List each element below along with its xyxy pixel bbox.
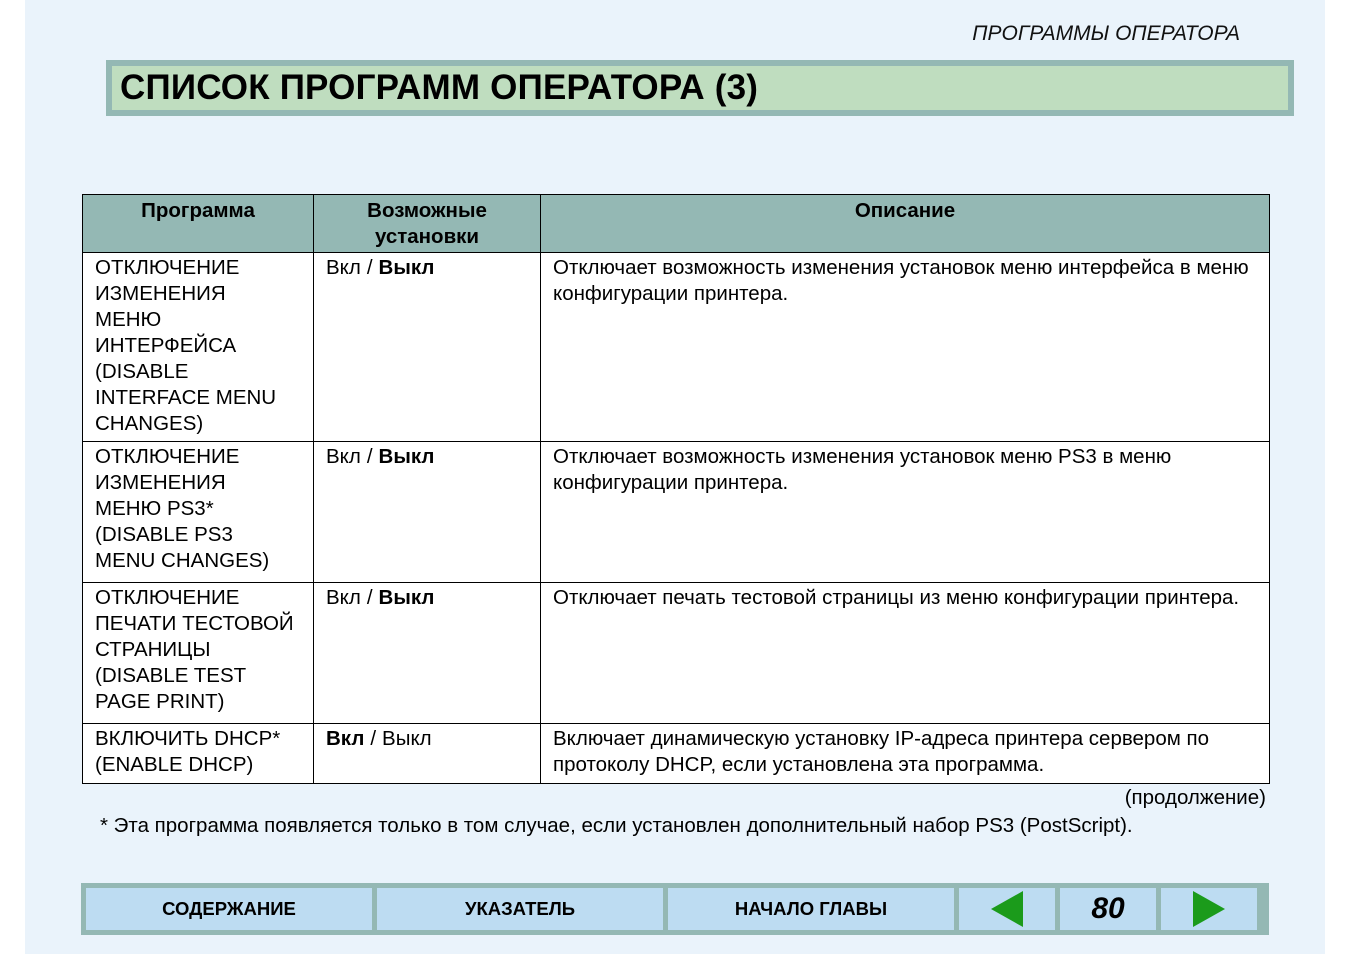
description-cell: Включает динамическую установку IP-адреса принтера сервером по протоколу DHCP, если установлена эта программа. [541,724,1270,784]
setting-off: Выкл [382,727,432,750]
description-cell: Отключает печать тестовой страницы из меню конфигурации принтера. [541,583,1270,724]
setting-separator: / [366,445,373,468]
table-row [83,724,1270,784]
title-band [106,60,1294,116]
table-row [83,442,1270,583]
program-name: ВКЛЮЧИТЬ DHCP* (ENABLE DHCP) [83,724,314,784]
column-header-program: Программа [83,195,314,253]
settings-cell [314,583,541,724]
arrow-right-icon [1193,891,1225,927]
setting-on: Вкл [326,586,361,609]
setting-separator: / [370,727,377,750]
index-button[interactable]: УКАЗАТЕЛЬ [377,888,663,930]
continued-note: (продолжение) [1124,786,1266,809]
page-number: 80 [1060,888,1156,930]
column-header-description: Описание [541,195,1270,253]
navigation-bar [81,883,1269,935]
arrow-left-icon [991,891,1023,927]
program-name: ОТКЛЮЧЕНИЕ ПЕЧАТИ ТЕСТОВОЙ СТРАНИЦЫ (DISABLE TEST PAGE PRINT) [83,583,314,724]
next-page-button[interactable] [1161,888,1257,930]
program-name: ОТКЛЮЧЕНИЕ ИЗМЕНЕНИЯ МЕНЮ PS3* (DISABLE PS3 MENU CHANGES) [83,442,314,583]
column-header-settings: Возможные установки [314,195,541,253]
description-cell: Отключает возможность изменения установок меню PS3 в меню конфигурации принтера. [541,442,1270,583]
setting-off: Выкл [378,256,435,279]
contents-button[interactable]: СОДЕРЖАНИЕ [86,888,372,930]
setting-on: Вкл [326,727,365,750]
table-header-row [83,195,1270,253]
section-header: ПРОГРАММЫ ОПЕРАТОРА [972,22,1240,45]
description-cell: Отключает возможность изменения установок меню интерфейса в меню конфигурации принтера. [541,253,1270,442]
setting-on: Вкл [326,445,361,468]
table-row [83,583,1270,724]
settings-cell [314,442,541,583]
setting-separator: / [366,256,373,279]
previous-page-button[interactable] [959,888,1055,930]
chapter-start-button[interactable]: НАЧАЛО ГЛАВЫ [668,888,954,930]
title-inner [112,66,1288,110]
setting-off: Выкл [378,445,435,468]
setting-separator: / [366,586,373,609]
page-title: СПИСОК ПРОГРАММ ОПЕРАТОРА (3) [120,68,759,107]
footnote: * Эта программа появляется только в том случае, если установлен дополнительный набор PS3 (PostScript). [100,814,1133,837]
settings-cell [314,724,541,784]
setting-off: Выкл [378,586,435,609]
settings-cell [314,253,541,442]
program-name: ОТКЛЮЧЕНИЕ ИЗМЕНЕНИЯ МЕНЮ ИНТЕРФЕЙСА (DISABLE INTERFACE MENU CHANGES) [83,253,314,442]
programs-table [82,194,1270,784]
setting-on: Вкл [326,256,361,279]
table-row [83,253,1270,442]
